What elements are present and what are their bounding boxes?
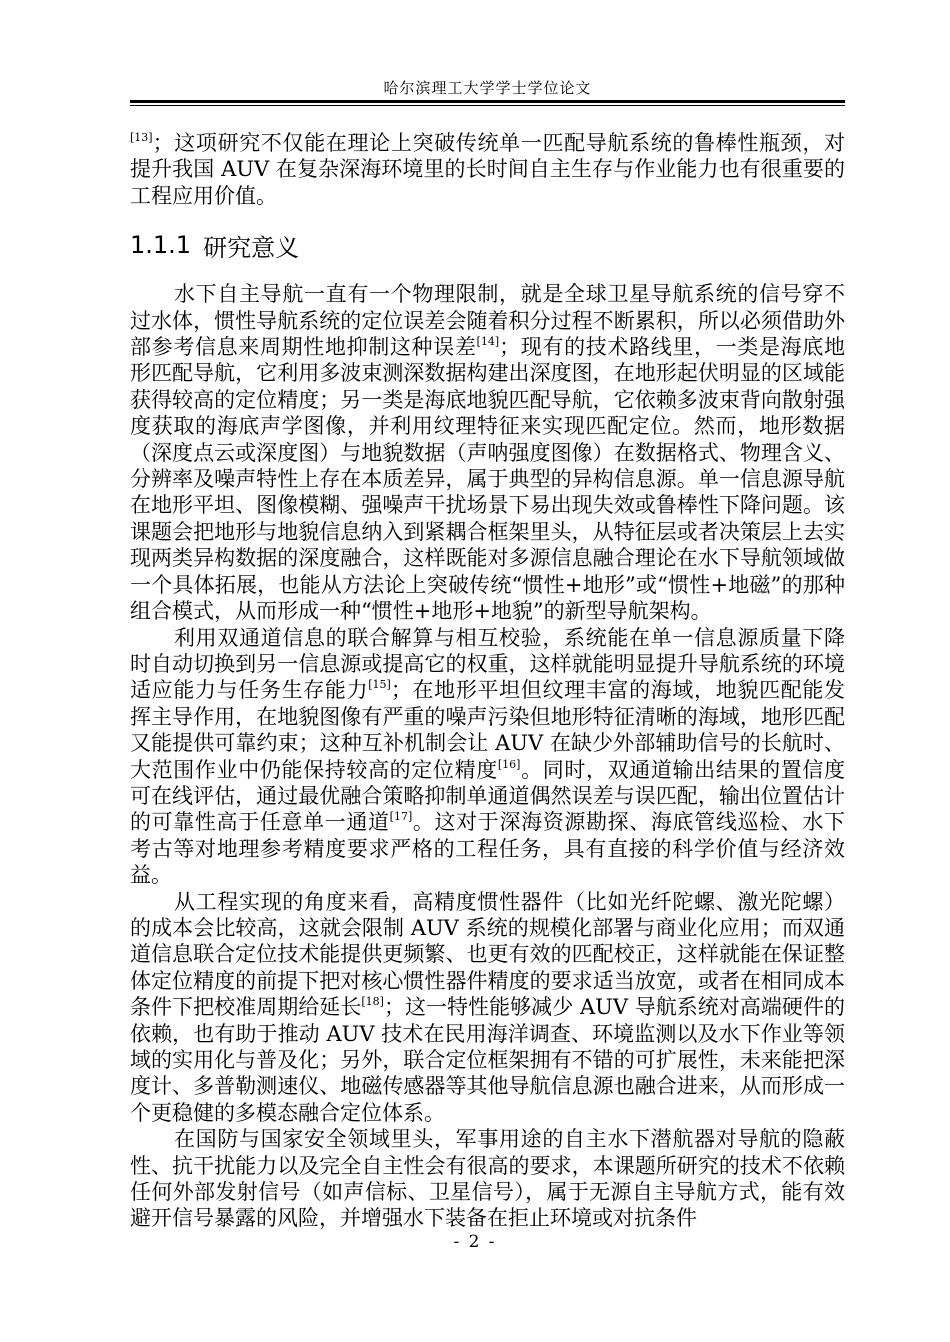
citation: [16]	[497, 757, 521, 771]
paragraph-text: ；这项研究不仅能在理论上突破传统单一匹配导航系统的鲁棒性瓶颈，对提升我国 AUV 在复杂深海环境里的长时间自主生存与作业能力也有很重要的工程应用价值。	[130, 131, 845, 208]
citation: [17]	[389, 810, 413, 824]
paragraph-text: ；在地形平坦但纹理丰富的海域，地貌匹配能发挥主导作用，在地貌图像有严重的噪声污染但地形特征清晰的海域，地形匹配又能提供可靠约束；这种互补机制会让 AUV 在缺少外部辅助信号的长航时、大范围作业中仍能保持较高的定位精度	[130, 678, 846, 782]
paragraph	[130, 625, 845, 889]
citation: [13]	[130, 131, 153, 144]
section-heading	[130, 209, 845, 281]
paragraph-text: 。这对于深海资源勘探、海底管线巡检、水下考古等对地理参考精度要求严格的工程任务，具有直接的科学价值与经济效益。	[130, 810, 846, 888]
paragraph	[130, 889, 845, 1127]
page-number: - 2 -	[453, 1232, 497, 1252]
paragraph-text: 在国防与国家安全领域里头，军事用途的自主水下潜航器对导航的隐蔽性、抗干扰能力以及完全自主性会有很高的要求，本课题所研究的技术不依赖任何外部发射信号（如声信标、卫星信号），属于无源自主导航方式，能有效避开信号暴露的风险，并增强水下装备在拒止环境或对抗条件	[130, 1127, 845, 1231]
header-rule-thick	[130, 100, 845, 103]
header-rule-thin	[130, 105, 845, 106]
paragraph-continued	[130, 130, 845, 209]
paragraph	[130, 1126, 845, 1232]
citation: [15]	[368, 678, 391, 692]
paragraph-text: 利用双通道信息的联合解算与相互校验，系统能在单一信息源质量下降时自动切换到另一信息源或提高它的权重，这样就能明显提升导航系统的环境适应能力与任务生存能力	[130, 625, 845, 703]
paragraph-text: 水下自主导航一直有一个物理限制，就是全球卫星导航系统的信号穿不过水体，惯性导航系统的定位误差会随着积分过程不断累积，所以必须借助外部参考信息来周期性地抑制这种误差	[130, 282, 845, 360]
body-text	[130, 130, 845, 1232]
paragraph-text: 从工程实现的角度来看，高精度惯性器件（比如光纤陀螺、激光陀螺）的成本会比较高，这就会限制 AUV 系统的规模化部署与商业化应用；而双通道信息联合定位技术能提供更频繁、也更有效的匹配校正，这样就能在保证整体定位精度的前提下把对核心惯性器件精度的要求适当放宽，或者在相同成本条件下把校准周期给延长	[130, 889, 845, 1020]
section-title: 研究意义	[203, 233, 300, 262]
paragraph-text: ；现有的技术路线里，一类是海底地形匹配导航，它利用多波束测深数据构建出深度图，在地形起伏明显的区域能获得较高的定位精度；另一类是海底地貌匹配导航，它依赖多波束背向散射强度获取的海底声学图像，并利用纹理特征来实现匹配定位。然而，地形数据（深度点云或深度图）与地貌数据（声呐强度图像）在数据格式、物理含义、分辨率及噪声特性上存在本质差异，属于典型的异构信息源。单一信息源导航在地形平坦、图像模糊、强噪声干扰场景下易出现失效或鲁棒性下降问题。该课题会把地形与地貌信息纳入到紧耦合框架里头，从特征层或者决策层上去实现两类异构数据的深度融合，这样既能对多源信息融合理论在水下导航领域做一个具体拓展，也能从方法论上突破传统“惯性+地形”或“惯性+地磁”的那种组合模式，从而形成一种“惯性+地形+地貌”的新型导航架构。	[130, 335, 845, 624]
citation: [14]	[476, 335, 500, 349]
paragraph-text: ；这一特性能够减少 AUV 导航系统对高端硬件的依赖，也有助于推动 AUV 技术在民用海洋调查、环境监测以及水下作业等领域的实用化与普及化；另外，联合定位框架拥有不错的可扩展性，未来能把深度计、多普勒测速仪、地磁传感器等其他导航信息源也融合进来，从而形成一个更稳健的多模态融合定位体系。	[130, 995, 845, 1125]
paragraph-text: 。同时，双通道输出结果的置信度可在线评估，通过最优融合策略抑制单通道偶然误差与误匹配，输出位置估计的可靠性高于任意单一通道	[130, 757, 846, 835]
running-header: 哈尔滨理工大学学士学位论文	[383, 79, 592, 97]
paragraph	[130, 281, 845, 624]
citation: [18]	[361, 995, 384, 1009]
section-number: 1.1.1	[130, 231, 192, 260]
